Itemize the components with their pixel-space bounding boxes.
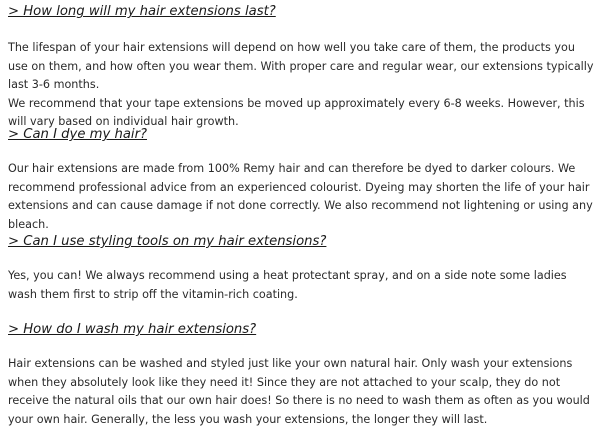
faq-answer-lifespan [8,39,596,132]
faq-item-dye [8,125,596,234]
faq-answer-lifespan-line-1: The lifespan of your hair extensions will depend on how well you take care of them, the products you use on them, and how often you wear them. With proper care and regular wear, our extensions typically last 3-6 months. [8,41,594,91]
faq-question-dye[interactable]: > Can I dye my hair? [8,127,148,142]
faq-answer-dye [8,160,596,234]
faq-question-lifespan[interactable]: > How long will my hair extensions last? [8,4,276,19]
faq-answer-washing-line-1: Hair extensions can be washed and styled just like your own natural hair. Only wash your extensions when they absolutely look like they need it! Since they are not attached to your scalp, they do not receive the natural oils that our own hair does! So there is no need to wash them as often as you would your own hair. Generally, the less you wash your extensions, the longer they will last. [8,357,590,426]
faq-answer-styling-tools-line-1: Yes, you can! We always recommend using a heat protectant spray, and on a side note some ladies wash them first to strip off the vitamin-rich coating. [8,269,567,301]
faq-answer-lifespan-line-2: We recommend that your tape extensions be moved up approximately every 6-8 weeks. However, this will vary based on individual hair growth. [8,96,585,128]
faq-answer-styling-tools [8,267,596,304]
faq-answer-washing [8,355,596,429]
faq-question-styling-tools[interactable]: > Can I use styling tools on my hair extensions? [8,234,327,249]
faq-item-styling-tools [8,232,596,304]
faq-item-washing [8,320,596,429]
faq-question-washing[interactable]: > How do I wash my hair extensions? [8,322,257,337]
faq-answer-dye-line-1: Our hair extensions are made from 100% Remy hair and can therefore be dyed to darker colours. We recommend professional advice from an experienced colourist. Dyeing may shorten the life of your hair extensions and can cause damage if not done correctly. We also recommend not lightening or using any bleach. [8,162,593,231]
faq-item-lifespan [8,2,596,132]
